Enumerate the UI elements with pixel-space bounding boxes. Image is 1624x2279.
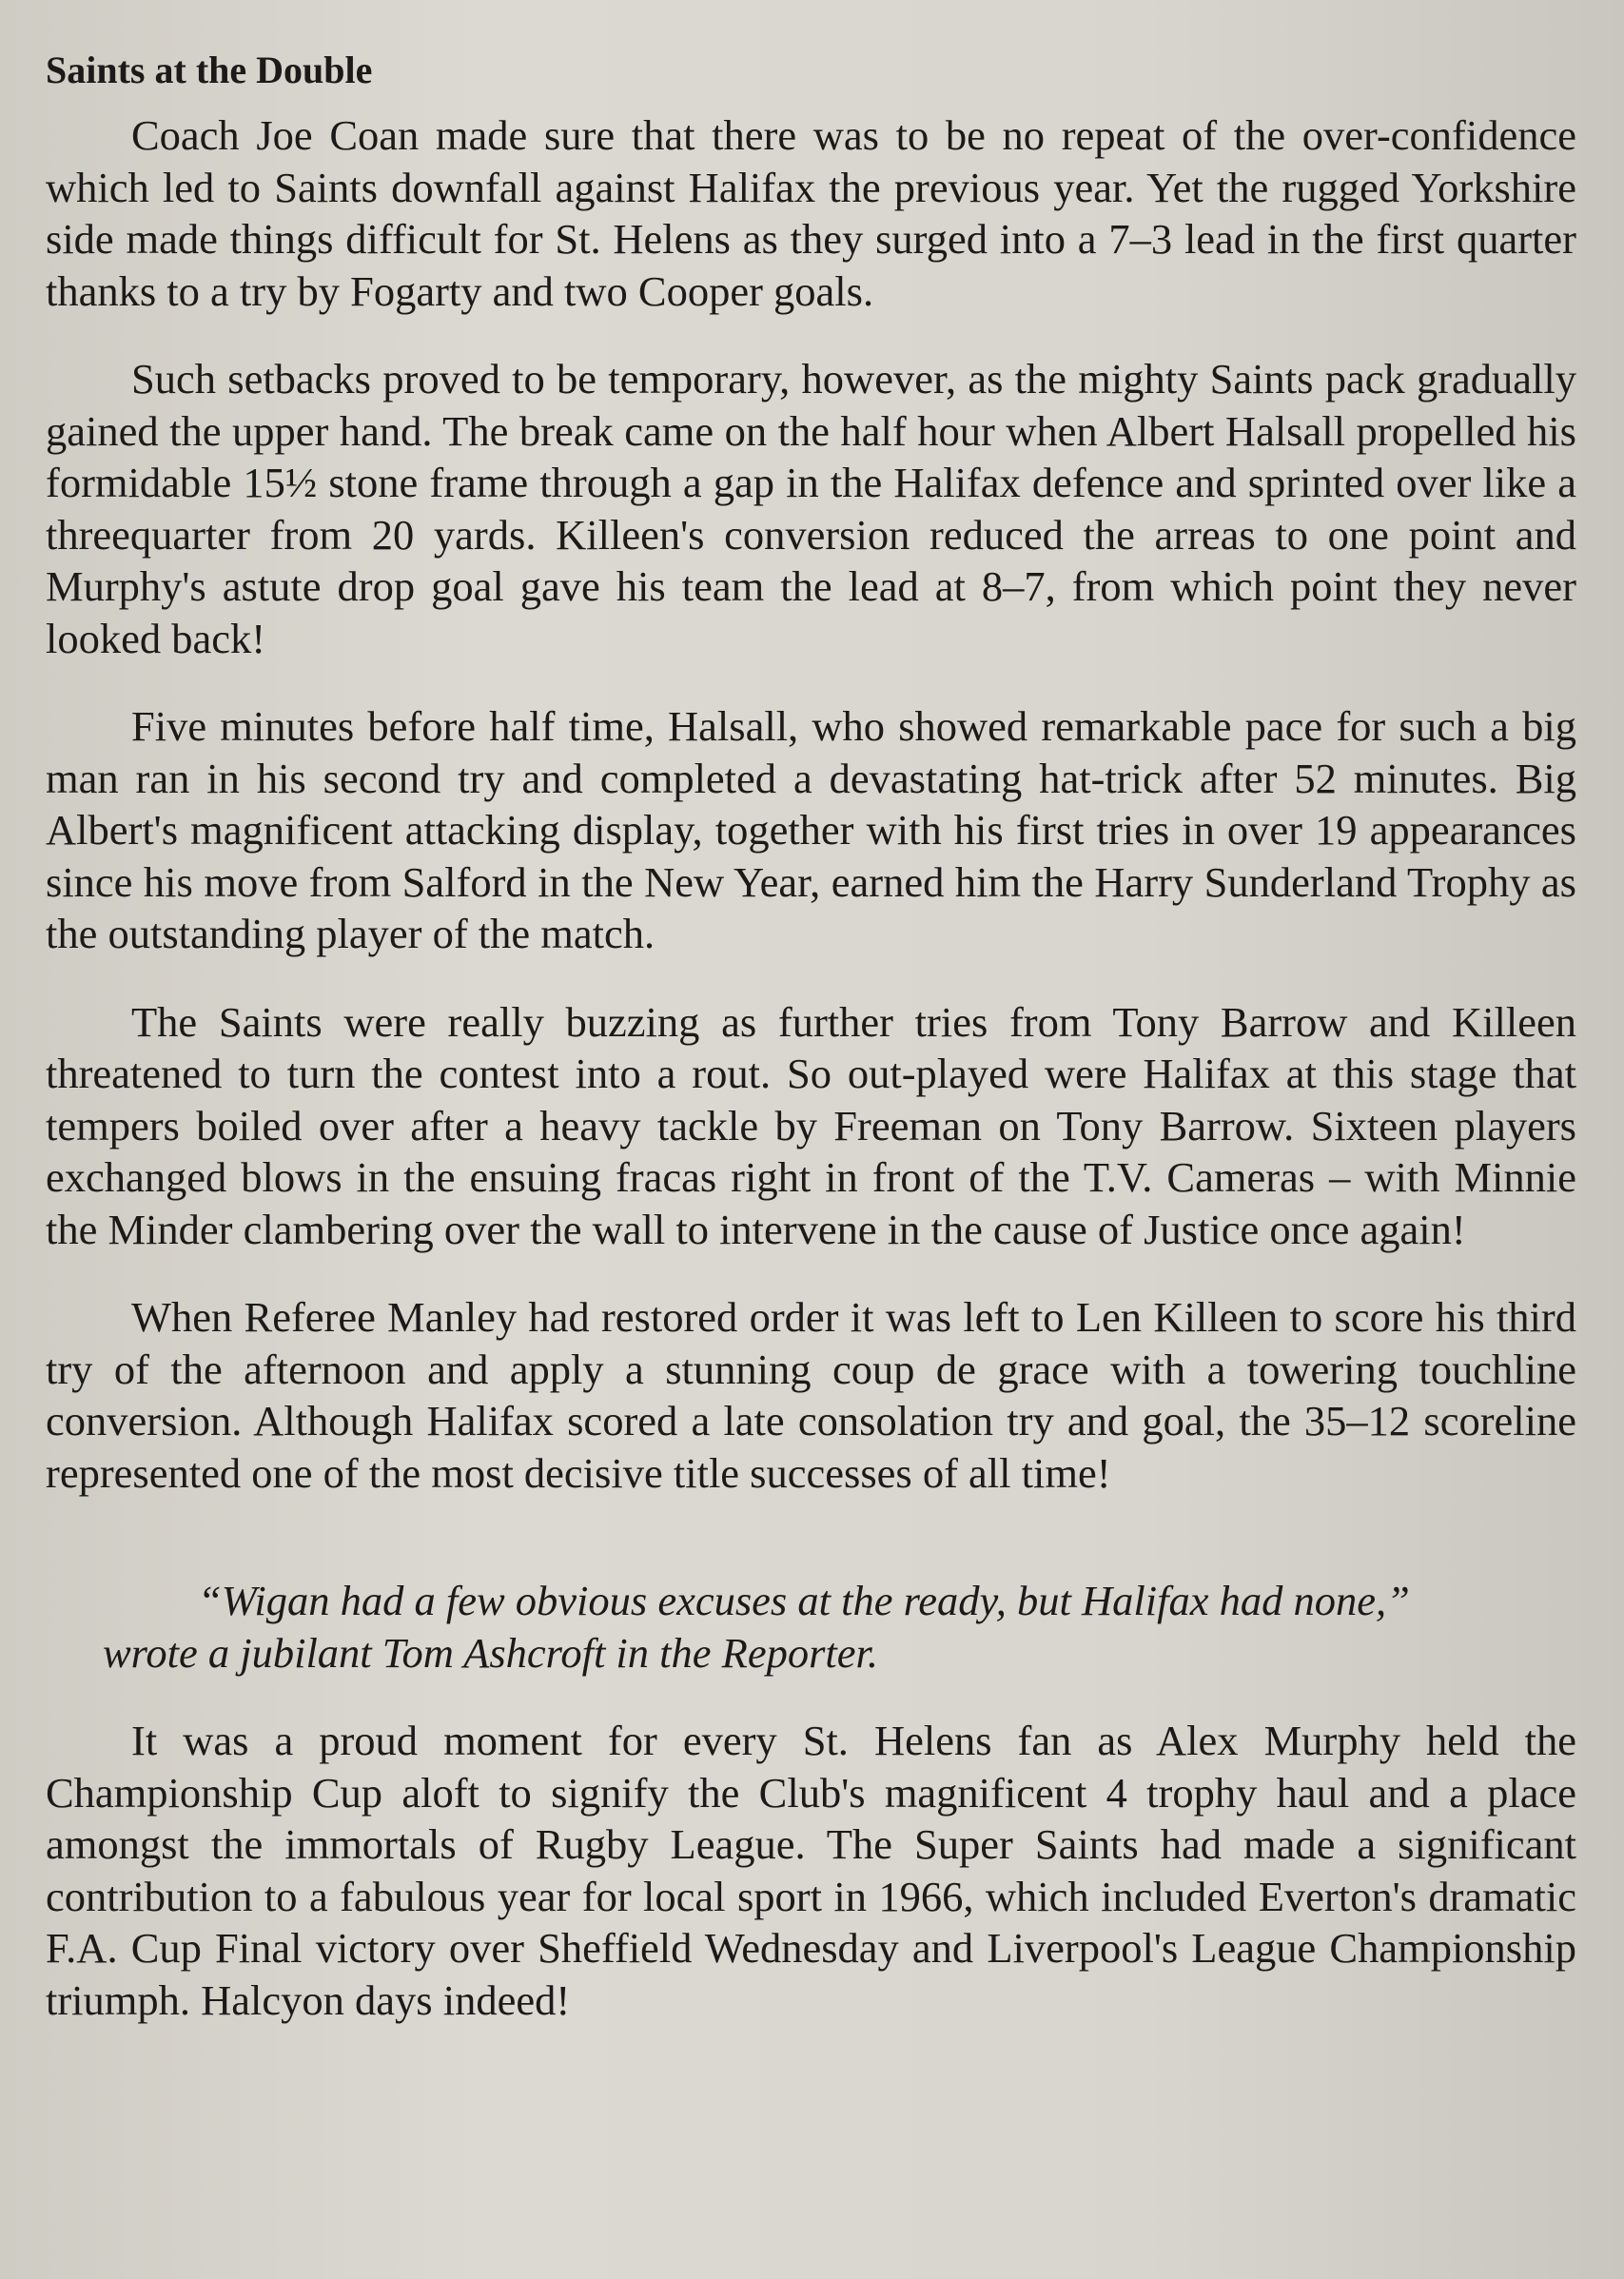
- paragraph-1: Coach Joe Coan made sure that there was to be no repeat of the over-confidence which led to Saints downfall against Halifax the previous year. Yet the rugged Yorkshire side made things difficult for St. Helens as they surged into a 7–3 lead in the first quarter thanks to a try by Fogarty and two Cooper goals.: [46, 111, 1576, 315]
- paragraph-5: When Referee Manley had restored order it was left to Len Killeen to score his third try of the afternoon and apply a stunning coup de grace with a towering touchline conversion. Although Halifax scored a late consolation try and goal, the 35–12 scoreline represented one of the most decisive title successes of all time!: [46, 1293, 1576, 1497]
- paragraph-4: The Saints were really buzzing as further tries from Tony Barrow and Killeen threatened to turn the contest into a rout. So out-played were Halifax at this stage that tempers boiled over after a heavy tackle by Freeman on Tony Barrow. Sixteen players exchanged blows in the ensuing fracas right in front of the T.V. Cameras – with Minnie the Minder clambering over the wall to intervene in the cause of Justice once again!: [46, 997, 1576, 1253]
- quote-line-2: wrote a jubilant Tom Ashcroft in the Reporter.: [103, 1628, 879, 1677]
- section-heading: Saints at the Double: [46, 49, 373, 91]
- closing-paragraph: It was a proud moment for every St. Helens fan as Alex Murphy held the Championship Cup aloft to signify the Club's magnificent 4 trophy haul and a place amongst the immortals of Rugby League. The Super Saints had made a significant contribution to a fabulous year for local sport in 1966, which included Everton's dramatic F.A. Cup Final victory over Sheffield Wednesday and Liverpool's League Championship triumph. Halcyon days indeed!: [46, 1717, 1576, 2024]
- paragraph-3: Five minutes before half time, Halsall, who showed remarkable pace for such a big man ran in his second try and completed a devastating hat-trick after 52 minutes. Big Albert's magnificent attacking display, together with his first tries in over 19 appearances since his move from Salford in the New Year, earned him the Harry Sunderland Trophy as the outstanding player of the match.: [46, 702, 1576, 957]
- paragraph-2: Such setbacks proved to be temporary, however, as the mighty Saints pack gradually gained the upper hand. The break came on the half hour when Albert Halsall propelled his formidable 15½ stone frame through a gap in the Halifax defence and sprinted over like a threequarter from 20 yards. Killeen's conversion reduced the arreas to one point and Murphy's astute drop goal gave his team the lead at 8–7, from which point they never looked back!: [46, 355, 1576, 662]
- pull-quote: [46, 1575, 1576, 1679]
- quote-line-1: “Wigan had a few obvious excuses at the ready, but Halifax had none,”: [198, 1577, 1410, 1624]
